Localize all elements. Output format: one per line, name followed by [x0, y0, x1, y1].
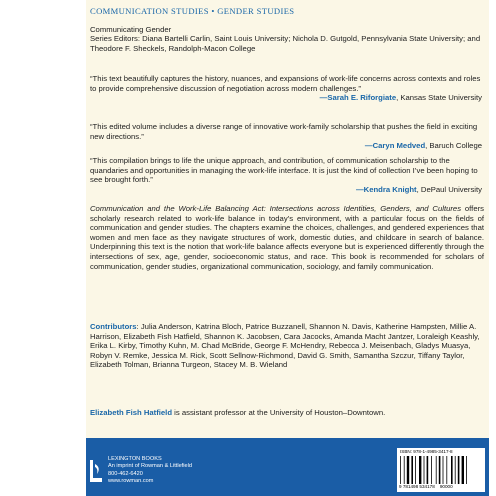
- series-editors: Series Editors: Diana Bartelli Carlin, Saint Louis University; Nichola D. Gutgold, Pennsylvania State University; and Theodore F. Sheckels, Randolph-Macon College: [90, 34, 481, 53]
- blurb-affiliation: , Kansas State University: [396, 93, 482, 102]
- book-title: Communication and the Work-Life Balancing Act: Intersections across Identities, Genders, and Cultures: [90, 204, 462, 213]
- back-cover: [86, 0, 489, 496]
- lexington-logo-icon: [90, 460, 102, 482]
- publisher-footer: [86, 438, 489, 496]
- description-body: offers scholarly research related to work-life balance in today’s environment, with a particular focus on the fields of communication and gender studies. The chapters examine the choices, challenges, and gendered experiences that women and men face as they navigate structures of work, domestic duties, and childcare in search of balance. Underpinning this text is the notion that work-life balance affects everyone but is experienced differently through the intersections of sex, age, gender, socioeconomic status, and race. This book is recommended for scholars of communication, gender studies, organizational communication, sociology, and family communication.: [90, 204, 484, 271]
- author-name: Elizabeth Fish Hatfield: [90, 408, 173, 417]
- barcode-icon: [400, 456, 482, 484]
- publisher-phone: 800-462-6420: [108, 470, 143, 477]
- category-header: COMMUNICATION STUDIES • GENDER STUDIES: [90, 6, 295, 16]
- blurb-text: “This edited volume includes a diverse range of innovative work-family scholarship that pushes the field in exciting new directions.”: [90, 122, 478, 141]
- contributors-label: Contributors: [90, 322, 137, 331]
- publisher-info: [108, 456, 192, 486]
- author-bio: [90, 408, 484, 417]
- blurb-attribution: [90, 93, 482, 103]
- barcode-digits: [399, 484, 453, 489]
- barcode-number: 9 781498 534178: [399, 484, 435, 489]
- blurb-affiliation: , Baruch College: [425, 141, 482, 150]
- barcode-box: [397, 448, 485, 492]
- blurb-1: [90, 74, 482, 103]
- blurb-text: “This compilation brings to life the unique approach, and contribution, of communication scholarship to the quandaries and opportunities in managing the work-life interface. It is just the kind of collection I’ve been hoping to see brought forth.”: [90, 156, 478, 184]
- blurb-affiliation: , DePaul University: [416, 184, 482, 194]
- contributors-list: : Julia Anderson, Katrina Bloch, Patrice Buzzanell, Shannon N. Davis, Katherine Hampsten, Millie A. Harrison, Elizabeth Fish Hatfield, Shannon K. Jacobsen, Cara Jacocks, Amanda Macht Jantzer, Loraleigh Keashly, Erika L. Kirby, Timothy Kuhn, M. Chad McBride, George F. McHendry, Rebecca J. Meisenbach, Gladys Muasya, Robyn V. Remke, Jessica M. Rick, Scott Sellnow-Richmond, David G. Smith, Samantha Szczur, Tiffany Taylor, Elizabeth Tolman, Brianna Turgeon, Stacey M. B. Wieland: [90, 322, 480, 370]
- series-info: [90, 25, 482, 53]
- isbn-text: ISBN: 978-1-4985-3417-8: [400, 449, 453, 454]
- series-title: Communicating Gender: [90, 25, 172, 34]
- blurb-author: —Sarah E. Riforgiate: [319, 93, 397, 102]
- blurb-2: [90, 122, 482, 151]
- blurb-attribution: [90, 185, 482, 195]
- contributors: [90, 322, 484, 370]
- publisher-name: LEXINGTON BOOKS: [108, 456, 162, 462]
- blurb-author: —Kendra Knight: [355, 184, 417, 194]
- blurb-3: [90, 156, 482, 194]
- price-code: 90000: [439, 484, 453, 489]
- blurb-author: —Caryn Medved: [364, 141, 426, 150]
- publisher-imprint: An imprint of Rowman & Littlefield: [108, 463, 192, 470]
- author-text: is assistant professor at the University of Houston–Downtown.: [172, 408, 386, 417]
- blurb-text: “This text beautifully captures the history, nuances, and expansions of work-life concerns across contexts and roles to provide comprehensive discussion of negotiation across modern challenges.”: [90, 74, 481, 93]
- book-description: [90, 204, 484, 271]
- blurb-attribution: [90, 141, 482, 151]
- publisher-website: www.rowman.com: [108, 478, 154, 485]
